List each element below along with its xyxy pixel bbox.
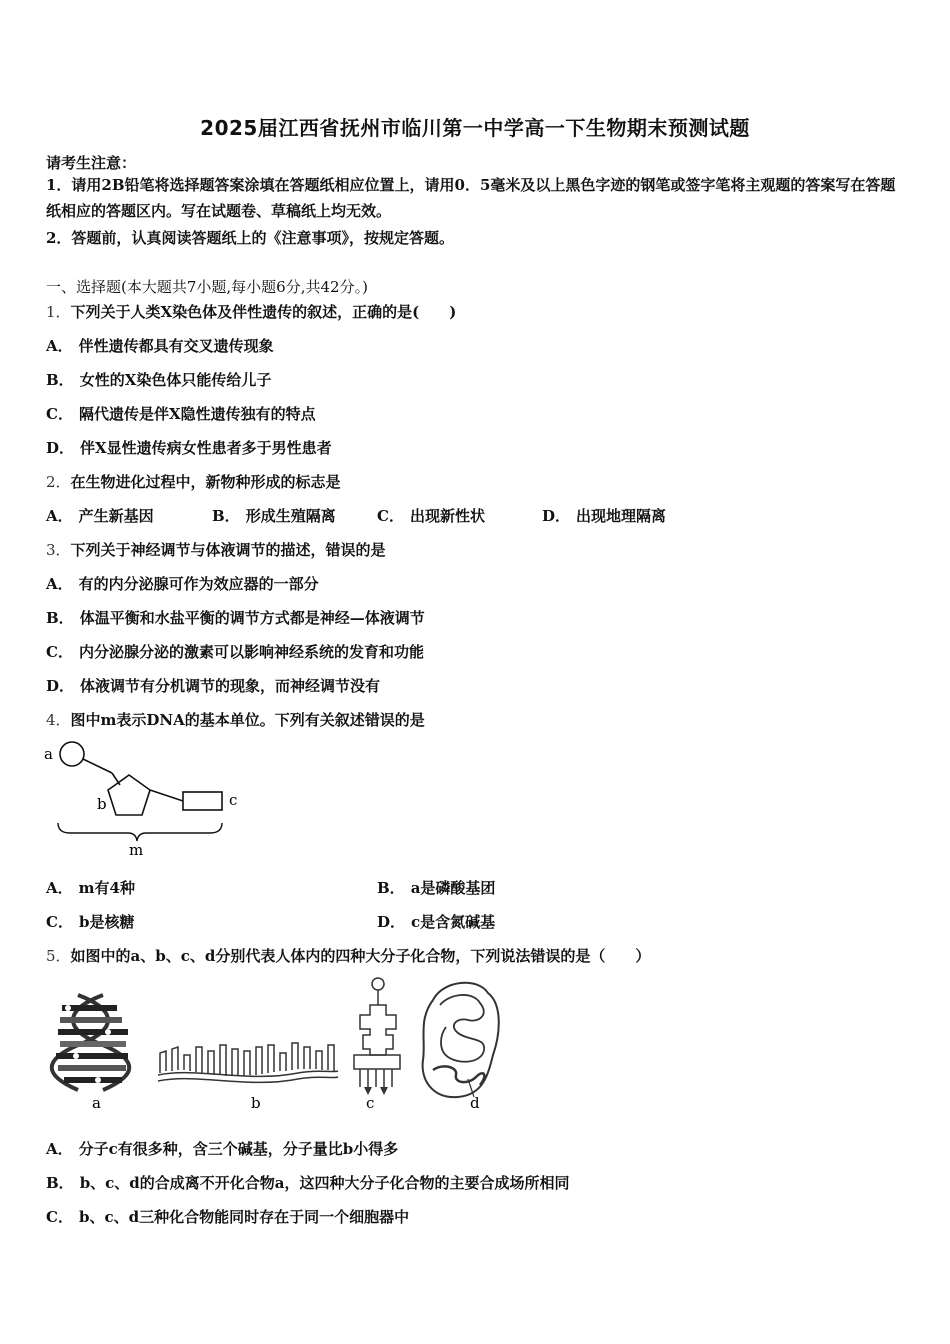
bond-line xyxy=(83,759,112,773)
q2-option-b[interactable] xyxy=(212,506,336,526)
q4-option-c[interactable] xyxy=(46,912,134,932)
protein-figure xyxy=(423,983,499,1097)
option-text: 女性的X染色体只能传给儿子 xyxy=(79,371,272,389)
question-stem: 在生物进化过程中，新物种形成的标志是 xyxy=(70,473,341,491)
phosphate-circle xyxy=(60,742,84,766)
label-c: c xyxy=(366,1094,375,1112)
question-1 xyxy=(46,302,456,322)
q4-option-a[interactable] xyxy=(46,878,135,898)
label-c: c xyxy=(229,791,238,809)
nucleotide-diagram xyxy=(40,735,250,860)
macromolecule-diagram xyxy=(48,975,508,1115)
option-letter: B． xyxy=(377,879,405,897)
option-text: 隔代遗传是伴X隐性遗传独有的特点 xyxy=(78,405,316,423)
q3-option-a[interactable] xyxy=(46,574,319,594)
q1-option-a[interactable] xyxy=(46,336,274,356)
question-5 xyxy=(46,946,650,966)
question-2 xyxy=(46,472,341,492)
option-letter: A． xyxy=(46,1140,73,1158)
option-text: 形成生殖隔离 xyxy=(245,507,336,525)
option-text: b是核糖 xyxy=(78,913,135,931)
label-b: b xyxy=(251,1094,261,1112)
option-text: 体液调节有分机调节的现象，而神经调节没有 xyxy=(80,677,381,695)
q5-option-b[interactable] xyxy=(46,1173,570,1193)
option-letter: B． xyxy=(212,507,240,525)
q2-option-c[interactable] xyxy=(377,506,485,526)
notice-heading: 请考生注意： xyxy=(46,154,137,172)
notice-item-2: 2．答题前，认真阅读答题纸上的《注意事项》，按规定答题。 xyxy=(46,229,454,247)
question-number: 3． xyxy=(46,541,71,559)
question-number: 4． xyxy=(46,711,71,729)
label-d: d xyxy=(470,1094,480,1112)
question-4 xyxy=(46,710,425,730)
dna-helix-figure xyxy=(52,995,130,1090)
question-3 xyxy=(46,540,386,560)
q2-option-a[interactable] xyxy=(46,506,154,526)
option-letter: C． xyxy=(46,405,73,423)
option-text: 产生新基因 xyxy=(78,507,154,525)
option-letter: D． xyxy=(377,913,406,931)
option-letter: C． xyxy=(377,507,404,525)
page-title: 2025届江西省抚州市临川第一中学高一下生物期末预测试题 xyxy=(200,116,750,140)
brace xyxy=(58,823,222,841)
bond-line xyxy=(150,790,183,801)
question-number: 1． xyxy=(46,303,71,321)
option-letter: D． xyxy=(542,507,571,525)
option-text: 分子c有很多种，含三个碱基，分子量比b小得多 xyxy=(78,1140,399,1158)
option-letter: A． xyxy=(46,879,73,897)
q3-option-b[interactable] xyxy=(46,608,425,628)
label-b: b xyxy=(97,795,107,813)
option-letter: B． xyxy=(46,1174,74,1192)
question-number: 2． xyxy=(46,473,71,491)
option-text: 出现新性状 xyxy=(409,507,485,525)
option-letter: D． xyxy=(46,439,75,457)
q3-option-d[interactable] xyxy=(46,676,380,696)
option-letter: B． xyxy=(46,371,74,389)
q1-option-b[interactable] xyxy=(46,370,271,390)
question-stem: 下列关于人类X染色体及伴性遗传的叙述，正确的是( ) xyxy=(70,303,457,321)
question-number: 5． xyxy=(46,947,71,965)
question-stem: 图中m表示DNA的基本单位。下列有关叙述错误的是 xyxy=(70,711,425,729)
notice-item-1: 1．请用2B铅笔将选择题答案涂填在答题纸相应位置上，请用0．5毫米及以上黑色字迹的钢笔或签字笔将主观题的答案写在答题纸相应的答题区内。写在试题卷、草稿纸上均无效。 xyxy=(46,176,896,220)
pentose-pentagon xyxy=(108,775,150,815)
option-text: c是含氮碱基 xyxy=(411,913,496,931)
option-letter: A． xyxy=(46,337,73,355)
label-m: m xyxy=(129,841,144,859)
q3-option-c[interactable] xyxy=(46,642,424,662)
q1-option-d[interactable] xyxy=(46,438,332,458)
base-rect xyxy=(183,792,222,810)
label-a: a xyxy=(44,745,53,763)
option-text: 有的内分泌腺可作为效应器的一部分 xyxy=(78,575,319,593)
q1-option-c[interactable] xyxy=(46,404,316,424)
option-letter: C． xyxy=(46,643,73,661)
option-text: b、c、d的合成离不开化合物a，这四种大分子化合物的主要合成场所相同 xyxy=(79,1174,570,1192)
option-text: a是磷酸基团 xyxy=(410,879,496,897)
option-text: 体温平衡和水盐平衡的调节方式都是神经—体液调节 xyxy=(79,609,425,627)
option-letter: D． xyxy=(46,677,75,695)
option-letter: A． xyxy=(46,507,73,525)
label-a: a xyxy=(92,1094,101,1112)
q5-option-a[interactable] xyxy=(46,1139,398,1159)
section-heading: 一、选择题(本大题共7小题,每小题6分,共42分。) xyxy=(46,278,368,296)
q4-option-d[interactable] xyxy=(377,912,495,932)
option-text: b、c、d三种化合物能同时存在于同一个细胞器中 xyxy=(78,1208,410,1226)
option-text: 伴X显性遗传病女性患者多于男性患者 xyxy=(80,439,332,457)
q4-option-b[interactable] xyxy=(377,878,495,898)
question-stem: 如图中的a、b、c、d分别代表人体内的四种大分子化合物，下列说法错误的是（ ） xyxy=(70,947,651,965)
option-letter: C． xyxy=(46,913,73,931)
question-stem: 下列关于神经调节与体液调节的描述，错误的是 xyxy=(70,541,386,559)
q2-option-d[interactable] xyxy=(542,506,666,526)
option-text: 出现地理隔离 xyxy=(576,507,667,525)
option-text: 伴性遗传都具有交叉遗传现象 xyxy=(78,337,274,355)
q5-option-c[interactable] xyxy=(46,1207,409,1227)
option-letter: C． xyxy=(46,1208,73,1226)
option-text: m有4种 xyxy=(78,879,135,897)
mrna-strand-figure xyxy=(158,1043,338,1082)
option-text: 内分泌腺分泌的激素可以影响神经系统的发育和功能 xyxy=(78,643,424,661)
option-letter: B． xyxy=(46,609,74,627)
trna-figure xyxy=(354,978,400,1095)
option-letter: A． xyxy=(46,575,73,593)
